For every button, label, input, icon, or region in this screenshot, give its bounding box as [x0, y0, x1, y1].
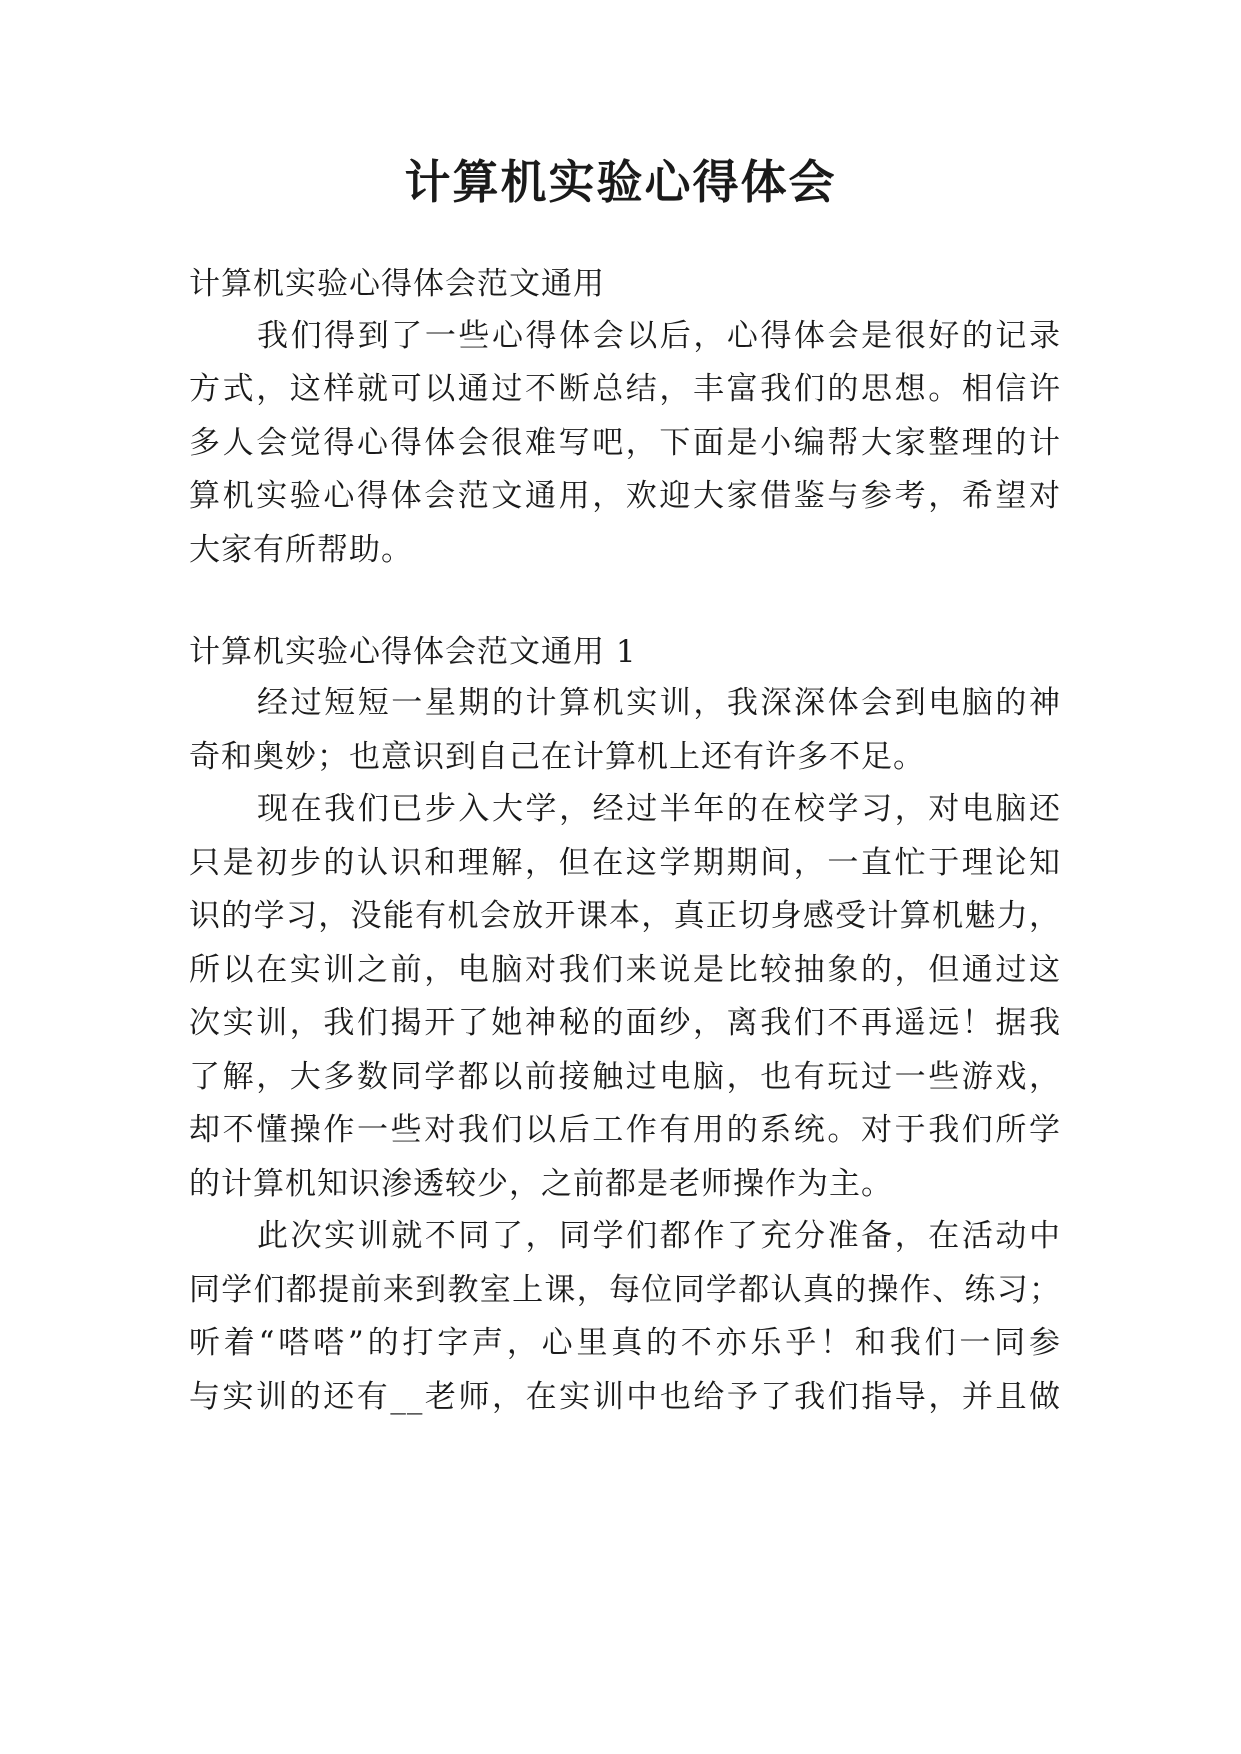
intro-line: 我们得到了一些心得体会以后，心得体会是很好的记录: [257, 318, 1061, 354]
paragraph-line: 奇和奥妙；也意识到自己在计算机上还有许多不足。: [189, 739, 925, 775]
paragraph-line: 同学们都提前来到教室上课，每位同学都认真的操作、练习；: [189, 1272, 1061, 1308]
paragraph-line: 却不懂操作一些对我们以后工作有用的系统。对于我们所学: [189, 1112, 1061, 1148]
intro-line: 算机实验心得体会范文通用，欢迎大家借鉴与参考，希望对: [189, 478, 1061, 514]
intro-line: 方式，这样就可以通过不断总结，丰富我们的思想。相信许: [189, 371, 1061, 407]
paragraph-line: 只是初步的认识和理解，但在这学期期间，一直忙于理论知: [189, 845, 1061, 881]
document-subtitle: 计算机实验心得体会范文通用: [189, 266, 605, 302]
paragraph-line: 所以在实训之前，电脑对我们来说是比较抽象的，但通过这: [189, 952, 1061, 988]
intro-line: 大家有所帮助。: [189, 532, 413, 568]
paragraph-line: 的计算机知识渗透较少，之前都是老师操作为主。: [189, 1166, 893, 1202]
intro-line: 多人会觉得心得体会很难写吧，下面是小编帮大家整理的计: [189, 425, 1061, 461]
paragraph-line: 与实训的还有__老师，在实训中也给予了我们指导，并且做: [189, 1379, 1061, 1415]
section-heading: 计算机实验心得体会范文通用 1: [189, 634, 637, 670]
paragraph-line: 了解，大多数同学都以前接触过电脑，也有玩过一些游戏，: [189, 1059, 1061, 1095]
paragraph-line: 听着“嗒嗒”的打字声，心里真的不亦乐乎！和我们一同参: [189, 1325, 1061, 1361]
paragraph-line: 现在我们已步入大学，经过半年的在校学习，对电脑还: [257, 791, 1061, 827]
paragraph-line: 识的学习，没能有机会放开课本，真正切身感受计算机魅力，: [189, 898, 1061, 934]
paragraph-line: 经过短短一星期的计算机实训，我深深体会到电脑的神: [257, 685, 1061, 721]
document-title: 计算机实验心得体会: [404, 155, 837, 209]
paragraph-line: 此次实训就不同了，同学们都作了充分准备，在活动中: [257, 1218, 1061, 1254]
paragraph-line: 次实训，我们揭开了她神秘的面纱，离我们不再遥远！据我: [189, 1005, 1061, 1041]
